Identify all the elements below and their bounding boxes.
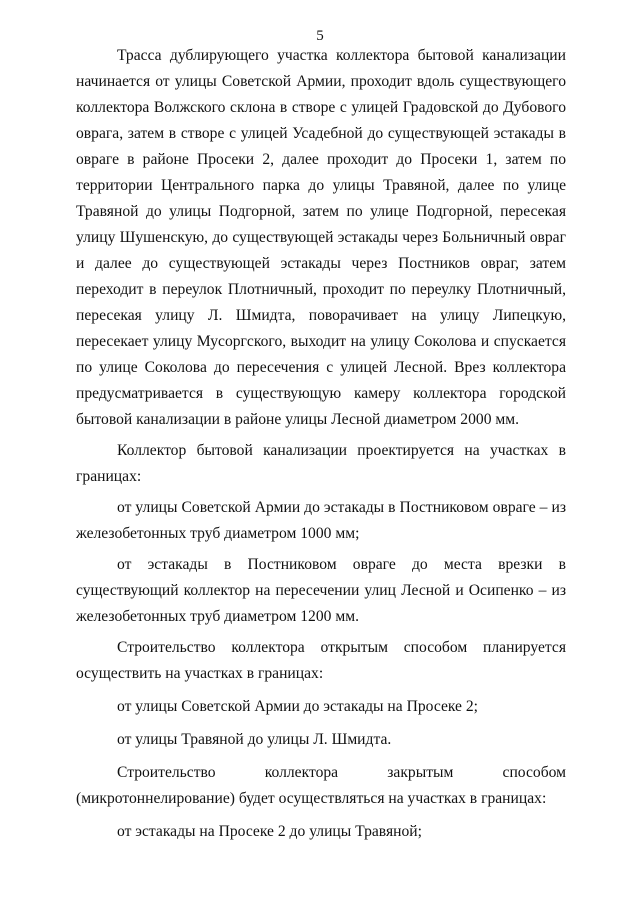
paragraph-section-1000mm: от улицы Советской Армии до эстакады в Постниковом овраге – из железобетонных труб диаметром 1000 мм; bbox=[76, 499, 566, 542]
paragraph-section-1200mm: от эстакады в Постниковом овраге до места врезки в существующий коллектор на пересечении улиц Лесной и Осипенко – из железобетонных труб диаметром 1200 мм. bbox=[76, 556, 566, 625]
paragraph-open-section-2: от улицы Травяной до улицы Л. Шмидта. bbox=[117, 731, 392, 748]
document-body bbox=[76, 43, 566, 845]
paragraph-open-section-1: от улицы Советской Армии до эстакады на Просеке 2; bbox=[117, 698, 479, 715]
paragraph-closed-section-1: от эстакады на Просеке 2 до улицы Травяной; bbox=[117, 823, 422, 840]
paragraph-open-construction-intro: Строительство коллектора открытым способом планируется осуществить на участках в границах: bbox=[76, 639, 566, 682]
paragraph-collector-sections-intro: Коллектор бытовой канализации проектируется на участках в границах: bbox=[76, 442, 566, 485]
paragraph-route-description: Трасса дублирующего участка коллектора бытовой канализации начинается от улицы Советской Армии, проходит вдоль существующего коллектора Волжского склона в створе с улицей Градовской до Дубового оврага, затем в створе с улицей Усадебной до существующей эстакады в овраге в районе Просеки 2, далее проходит до Просеки 1, затем по территории Центрального парка до улицы Травяной, далее по улице Травяной до улицы Подгорной, затем по улице Подгорной, пересекая улицу Шушенскую, до существующей эстакады через Больничный овраг и далее до существующей эстакады через Постников овраг, затем переходит в переулок Плотничный, проходит по переулку Плотничный, пересекая улицу Л. Шмидта, поворачивает на улицу Липецкую, пересекает улицу Мусоргского, выходит на улицу Соколова и спускается по улице Соколова до пересечения с улицей Лесной. Врез коллектора предусматривается в существующую камеру коллектора городской бытовой канализации в районе улицы Лесной диаметром 2000 мм. bbox=[76, 47, 566, 428]
page-number: 5 bbox=[316, 28, 324, 44]
paragraph-closed-construction-intro: Строительство коллектора закрытым способом (микротоннелирование) будет осуществляться на участках в границах: bbox=[76, 764, 566, 807]
